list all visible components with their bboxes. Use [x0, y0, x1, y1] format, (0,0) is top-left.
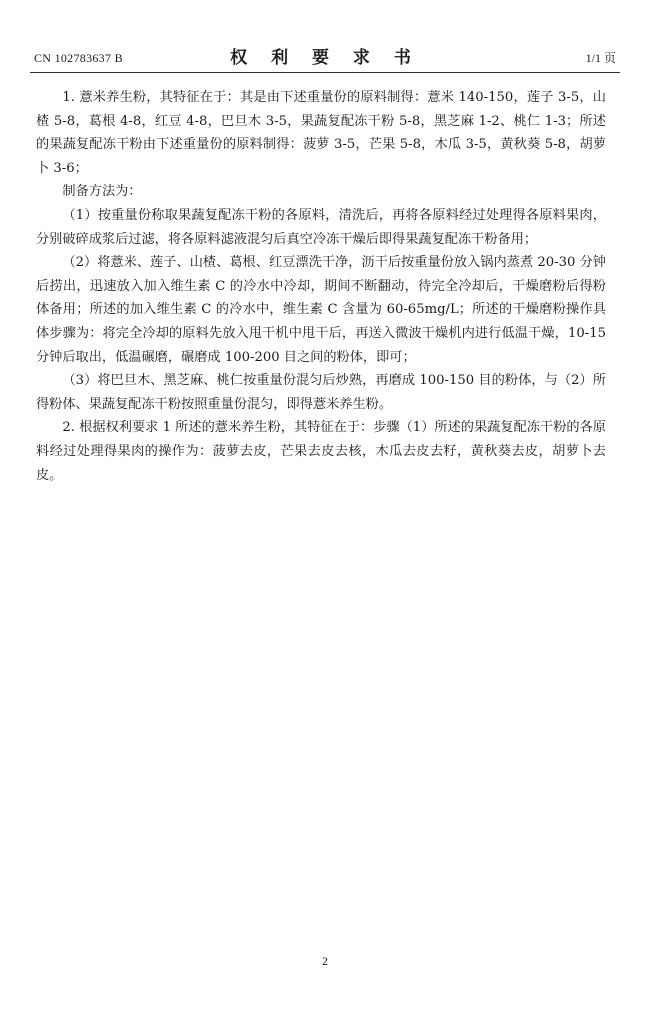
- document-title: 权 利 要 求 书: [230, 48, 420, 68]
- step-3-paragraph: （3）将巴旦木、黑芝麻、桃仁按重量份混匀后炒熟，再磨成 100-150 目的粉体，与（2）所得粉体、果蔬复配冻干粉按照重量份混匀，即得薏米养生粉。: [36, 373, 606, 412]
- header-divider: [30, 72, 620, 73]
- preparation-method-heading: 制备方法为：: [62, 184, 142, 200]
- step-2-paragraph: （2）将薏米、莲子、山楂、葛根、红豆漂洗干净，沥干后按重量份放入锅内蒸煮 20-30 分钟后捞出，迅速放入加入维生素 C 的冷水中冷却，期间不断翻动，待完全冷却后，干燥磨粉后得粉体备用；所述的加入维生素 C 的冷水中，维生素 C 含量为 60-65mg/L；所述的干燥磨粉操作具体步骤为：将完全冷却的原料先放入甩干机中甩干后，再送入微波干燥机内进行低温干燥，10-15 分钟后取出，低温碾磨，碾磨成 100-200 目之间的粉体，即可；: [36, 255, 606, 365]
- claims-body: [36, 86, 606, 487]
- patent-number: CN 102783637 B: [34, 51, 123, 65]
- step-1-paragraph: （1）按重量份称取果蔬复配冻干粉的各原料，清洗后，再将各原料经过处理得各原料果肉，分别破碎成浆后过滤，将各原料滤液混匀后真空冷冻干燥后即得果蔬复配冻干粉备用；: [36, 207, 606, 247]
- page-header: [34, 44, 616, 72]
- page-number: 2: [322, 954, 328, 968]
- page-indicator: 1/1 页: [585, 51, 616, 65]
- claim-2-paragraph: 2. 根据权利要求 1 所述的薏米养生粉，其特征在于：步骤（1）所述的果蔬复配冻干粉的各原料经过处理得果肉的操作为：菠萝去皮，芒果去皮去核，木瓜去皮去籽，黄秋葵去皮，胡萝卜去皮。: [36, 420, 606, 483]
- claim-1-paragraph: 1. 薏米养生粉，其特征在于：其是由下述重量份的原料制得：薏米 140-150，莲子 3-5，山楂 5-8，葛根 4-8，红豆 4-8，巴旦木 3-5，果蔬复配冻干粉 5-8，黑芝麻 1-2、桃仁 1-3；所述的果蔬复配冻干粉由下述重量份的原料制得：菠萝 3-5，芒果 5-8，木瓜 3-5，黄秋葵 5-8，胡萝卜 3-6；: [36, 90, 606, 176]
